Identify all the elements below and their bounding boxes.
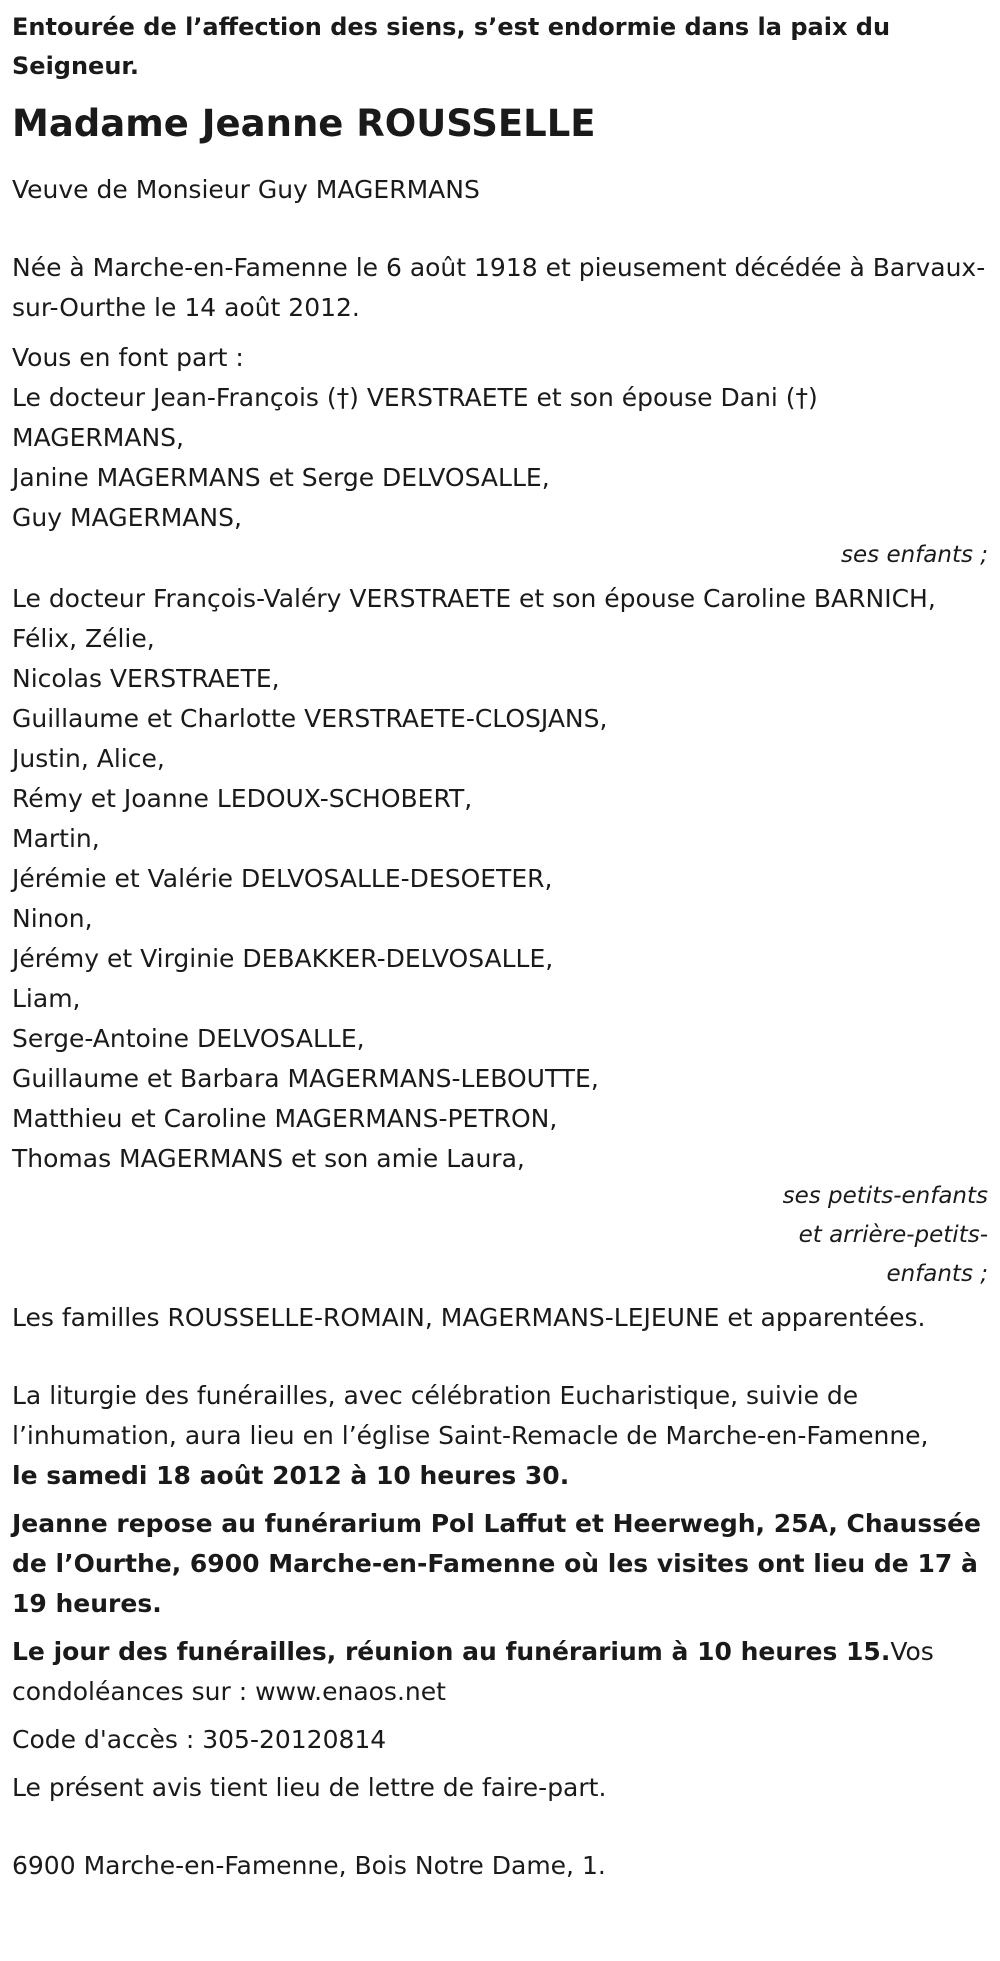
grandchildren-label-line: et arrière-petits- bbox=[798, 1222, 988, 1248]
grandchildren-label bbox=[12, 1177, 988, 1294]
children-label: ses enfants ; bbox=[841, 542, 988, 568]
liturgy-body: La liturgie des funérailles, avec célébration Eucharistique, suivie de l’inhumation, aura lieu en l’église Saint-Remacle de Marche-en-Famenne, bbox=[12, 1381, 929, 1450]
list-item: Liam, bbox=[12, 984, 81, 1013]
grandchildren-list bbox=[12, 579, 988, 1179]
list-item: Ninon, bbox=[12, 904, 93, 933]
condolences-text: Vos condoléances sur : www.enaos.net bbox=[12, 1637, 934, 1706]
list-item: Matthieu et Caroline MAGERMANS-PETRON, bbox=[12, 1104, 558, 1133]
intro-text: Entourée de l’affection des siens, s’est endormie dans la paix du Seigneur. bbox=[12, 13, 891, 80]
list-item: Jérémy et Virginie DEBAKKER-DELVOSALLE, bbox=[12, 944, 554, 973]
list-item: Guillaume et Charlotte VERSTRAETE-CLOSJANS, bbox=[12, 704, 608, 733]
notice-text: Le présent avis tient lieu de lettre de faire-part. bbox=[12, 1773, 607, 1802]
announce-intro: Vous en font part : bbox=[12, 343, 244, 372]
birth-death-text: Née à Marche-en-Famenne le 6 août 1918 et pieusement décédée à Barvaux-sur-Ourthe le 14 août 2012. bbox=[12, 253, 986, 322]
list-item: Le docteur François-Valéry VERSTRAETE et son épouse Caroline BARNICH, bbox=[12, 584, 936, 613]
deceased-name: Madame Jeanne ROUSSELLE bbox=[12, 102, 596, 145]
meeting-text: Le jour des funérailles, réunion au funérarium à 10 heures 15. bbox=[12, 1637, 891, 1666]
list-item: Guillaume et Barbara MAGERMANS-LEBOUTTE, bbox=[12, 1064, 599, 1093]
list-item: Félix, Zélie, bbox=[12, 624, 155, 653]
address-line: 6900 Marche-en-Famenne, Bois Notre Dame, 1. bbox=[12, 1851, 606, 1880]
list-item: Rémy et Joanne LEDOUX-SCHOBERT, bbox=[12, 784, 473, 813]
list-item: Le docteur Jean-François (†) VERSTRAETE et son épouse Dani (†) MAGERMANS, bbox=[12, 383, 818, 452]
list-item: Nicolas VERSTRAETE, bbox=[12, 664, 280, 693]
liturgy-text bbox=[12, 1376, 988, 1496]
funerarium-text: Jeanne repose au funérarium Pol Laffut et Heerwegh, 25A, Chaussée de l’Ourthe, 6900 Marche-en-Famenne où les visites ont lieu de 17 à 19 heures. bbox=[12, 1509, 982, 1618]
grandchildren-label-line: ses petits-enfants bbox=[782, 1183, 988, 1209]
widow-line: Veuve de Monsieur Guy MAGERMANS bbox=[12, 175, 480, 204]
meeting-condolences bbox=[12, 1632, 988, 1712]
list-item: Serge-Antoine DELVOSALLE, bbox=[12, 1024, 365, 1053]
access-code: Code d'accès : 305-20120814 bbox=[12, 1725, 387, 1754]
list-item: Jérémie et Valérie DELVOSALLE-DESOETER, bbox=[12, 864, 553, 893]
list-item: Martin, bbox=[12, 824, 100, 853]
list-item: Justin, Alice, bbox=[12, 744, 165, 773]
list-item: Thomas MAGERMANS et son amie Laura, bbox=[12, 1144, 525, 1173]
list-item: Guy MAGERMANS, bbox=[12, 503, 242, 532]
families-line: Les familles ROUSSELLE-ROMAIN, MAGERMANS-LEJEUNE et apparentées. bbox=[12, 1303, 926, 1332]
list-item: Janine MAGERMANS et Serge DELVOSALLE, bbox=[12, 463, 550, 492]
liturgy-date: le samedi 18 août 2012 à 10 heures 30. bbox=[12, 1461, 570, 1490]
children-list bbox=[12, 378, 988, 538]
grandchildren-label-line: enfants ; bbox=[886, 1261, 988, 1287]
